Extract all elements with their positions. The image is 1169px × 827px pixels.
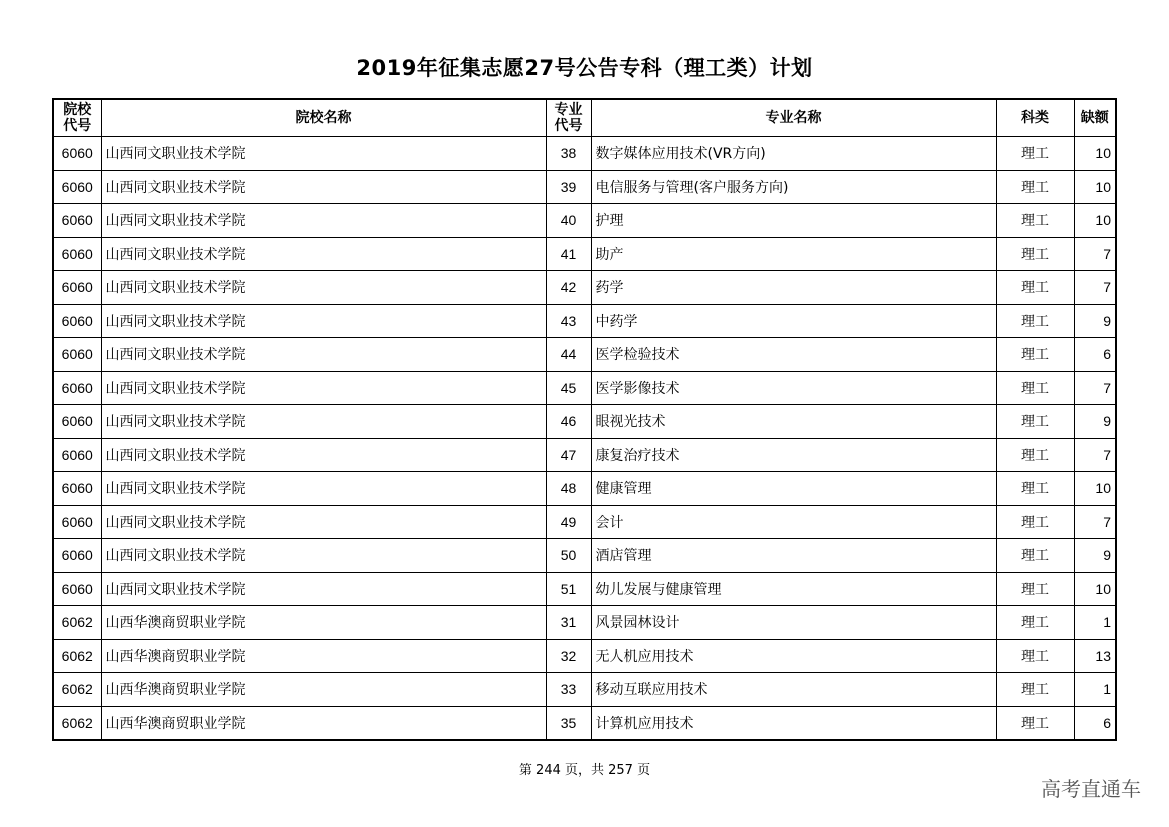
watermark: 高考直通车: [1041, 777, 1141, 801]
cell-quota: 10: [1074, 472, 1116, 506]
cell-school-name: 山西同文职业技术学院: [101, 170, 546, 204]
cell-major-code: 32: [546, 639, 591, 673]
cell-major-name: 中药学: [591, 304, 996, 338]
cell-quota: 9: [1074, 539, 1116, 573]
cell-school-name: 山西同文职业技术学院: [101, 505, 546, 539]
cell-school-name: 山西华澳商贸职业学院: [101, 706, 546, 740]
table-row: [53, 673, 1116, 707]
cell-major-code: 33: [546, 673, 591, 707]
cell-school-code: 6062: [53, 706, 101, 740]
cell-category: 理工: [996, 505, 1074, 539]
cell-school-name: 山西同文职业技术学院: [101, 539, 546, 573]
cell-school-code: 6060: [53, 170, 101, 204]
cell-major-name: 健康管理: [591, 472, 996, 506]
cell-major-name: 电信服务与管理(客户服务方向): [591, 170, 996, 204]
cell-school-name: 山西同文职业技术学院: [101, 204, 546, 238]
cell-major-name: 移动互联应用技术: [591, 673, 996, 707]
cell-quota: 9: [1074, 304, 1116, 338]
table-row: [53, 472, 1116, 506]
enrollment-plan-table: [52, 98, 1117, 741]
cell-school-code: 6060: [53, 505, 101, 539]
cell-school-code: 6060: [53, 572, 101, 606]
cell-school-name: 山西同文职业技术学院: [101, 438, 546, 472]
cell-major-code: 50: [546, 539, 591, 573]
cell-category: 理工: [996, 371, 1074, 405]
cell-school-code: 6060: [53, 304, 101, 338]
cell-school-name: 山西同文职业技术学院: [101, 472, 546, 506]
cell-quota: 10: [1074, 204, 1116, 238]
cell-category: 理工: [996, 606, 1074, 640]
header-category: 科类: [996, 99, 1074, 137]
cell-quota: 1: [1074, 606, 1116, 640]
cell-quota: 7: [1074, 505, 1116, 539]
cell-school-name: 山西同文职业技术学院: [101, 572, 546, 606]
table-row: [53, 271, 1116, 305]
cell-major-code: 42: [546, 271, 591, 305]
cell-category: 理工: [996, 673, 1074, 707]
cell-school-code: 6060: [53, 539, 101, 573]
header-school-code: [53, 99, 101, 137]
table-row: [53, 137, 1116, 171]
cell-major-code: 51: [546, 572, 591, 606]
page-title: 2019年征集志愿27号公告专科（理工类）计划: [356, 56, 813, 80]
cell-school-code: 6062: [53, 673, 101, 707]
header-quota: 缺额: [1074, 99, 1116, 137]
cell-major-name: 风景园林设计: [591, 606, 996, 640]
cell-category: 理工: [996, 472, 1074, 506]
table-row: [53, 204, 1116, 238]
table-row: [53, 539, 1116, 573]
cell-major-name: 会计: [591, 505, 996, 539]
cell-school-code: 6060: [53, 438, 101, 472]
cell-major-code: 45: [546, 371, 591, 405]
table-row: [53, 170, 1116, 204]
cell-major-code: 35: [546, 706, 591, 740]
cell-category: 理工: [996, 539, 1074, 573]
cell-category: 理工: [996, 304, 1074, 338]
cell-quota: 10: [1074, 170, 1116, 204]
cell-major-code: 49: [546, 505, 591, 539]
cell-category: 理工: [996, 438, 1074, 472]
cell-major-name: 数字媒体应用技术(VR方向): [591, 137, 996, 171]
cell-quota: 10: [1074, 137, 1116, 171]
table-row: [53, 304, 1116, 338]
cell-major-code: 31: [546, 606, 591, 640]
cell-school-code: 6060: [53, 338, 101, 372]
cell-category: 理工: [996, 706, 1074, 740]
cell-school-name: 山西同文职业技术学院: [101, 237, 546, 271]
cell-category: 理工: [996, 137, 1074, 171]
cell-major-code: 38: [546, 137, 591, 171]
cell-category: 理工: [996, 572, 1074, 606]
table-row: [53, 438, 1116, 472]
cell-category: 理工: [996, 405, 1074, 439]
cell-major-code: 39: [546, 170, 591, 204]
table-row: [53, 572, 1116, 606]
cell-quota: 7: [1074, 371, 1116, 405]
header-school-name: 院校名称: [101, 99, 546, 137]
cell-major-name: 护理: [591, 204, 996, 238]
cell-major-name: 酒店管理: [591, 539, 996, 573]
cell-school-code: 6060: [53, 271, 101, 305]
table-row: [53, 706, 1116, 740]
cell-school-code: 6062: [53, 639, 101, 673]
table-row: [53, 371, 1116, 405]
cell-category: 理工: [996, 639, 1074, 673]
cell-school-name: 山西华澳商贸职业学院: [101, 639, 546, 673]
cell-quota: 7: [1074, 237, 1116, 271]
cell-school-code: 6060: [53, 371, 101, 405]
cell-school-code: 6060: [53, 472, 101, 506]
page-footer: 第 244 页，共 257 页: [518, 763, 651, 778]
cell-quota: 9: [1074, 405, 1116, 439]
cell-major-name: 计算机应用技术: [591, 706, 996, 740]
cell-major-code: 41: [546, 237, 591, 271]
cell-quota: 10: [1074, 572, 1116, 606]
cell-quota: 6: [1074, 338, 1116, 372]
header-school-code-line1: 院校: [63, 102, 92, 118]
cell-school-code: 6060: [53, 137, 101, 171]
cell-major-code: 47: [546, 438, 591, 472]
cell-category: 理工: [996, 237, 1074, 271]
cell-school-code: 6060: [53, 204, 101, 238]
cell-quota: 13: [1074, 639, 1116, 673]
table-row: [53, 338, 1116, 372]
cell-school-name: 山西同文职业技术学院: [101, 405, 546, 439]
cell-major-name: 康复治疗技术: [591, 438, 996, 472]
cell-school-name: 山西同文职业技术学院: [101, 271, 546, 305]
header-major-name: 专业名称: [591, 99, 996, 137]
cell-major-name: 眼视光技术: [591, 405, 996, 439]
cell-category: 理工: [996, 170, 1074, 204]
table-row: [53, 606, 1116, 640]
cell-major-code: 44: [546, 338, 591, 372]
cell-major-code: 46: [546, 405, 591, 439]
cell-major-code: 43: [546, 304, 591, 338]
cell-quota: 6: [1074, 706, 1116, 740]
cell-school-name: 山西华澳商贸职业学院: [101, 673, 546, 707]
cell-school-name: 山西同文职业技术学院: [101, 371, 546, 405]
cell-school-name: 山西同文职业技术学院: [101, 137, 546, 171]
cell-school-name: 山西同文职业技术学院: [101, 338, 546, 372]
table-header-row: [53, 99, 1116, 137]
cell-school-name: 山西华澳商贸职业学院: [101, 606, 546, 640]
cell-category: 理工: [996, 204, 1074, 238]
cell-major-name: 幼儿发展与健康管理: [591, 572, 996, 606]
cell-school-code: 6062: [53, 606, 101, 640]
cell-major-name: 医学影像技术: [591, 371, 996, 405]
header-major-code-line2: 代号: [554, 118, 583, 134]
cell-quota: 7: [1074, 438, 1116, 472]
cell-quota: 1: [1074, 673, 1116, 707]
cell-major-code: 40: [546, 204, 591, 238]
header-major-code: [546, 99, 591, 137]
cell-major-name: 药学: [591, 271, 996, 305]
table-row: [53, 237, 1116, 271]
cell-quota: 7: [1074, 271, 1116, 305]
cell-major-code: 48: [546, 472, 591, 506]
table-row: [53, 505, 1116, 539]
cell-major-name: 无人机应用技术: [591, 639, 996, 673]
cell-major-name: 助产: [591, 237, 996, 271]
header-major-code-line1: 专业: [554, 102, 583, 118]
table-row: [53, 639, 1116, 673]
cell-major-name: 医学检验技术: [591, 338, 996, 372]
cell-category: 理工: [996, 271, 1074, 305]
header-school-code-line2: 代号: [63, 118, 92, 134]
table-row: [53, 405, 1116, 439]
cell-school-code: 6060: [53, 237, 101, 271]
cell-category: 理工: [996, 338, 1074, 372]
cell-school-code: 6060: [53, 405, 101, 439]
cell-school-name: 山西同文职业技术学院: [101, 304, 546, 338]
